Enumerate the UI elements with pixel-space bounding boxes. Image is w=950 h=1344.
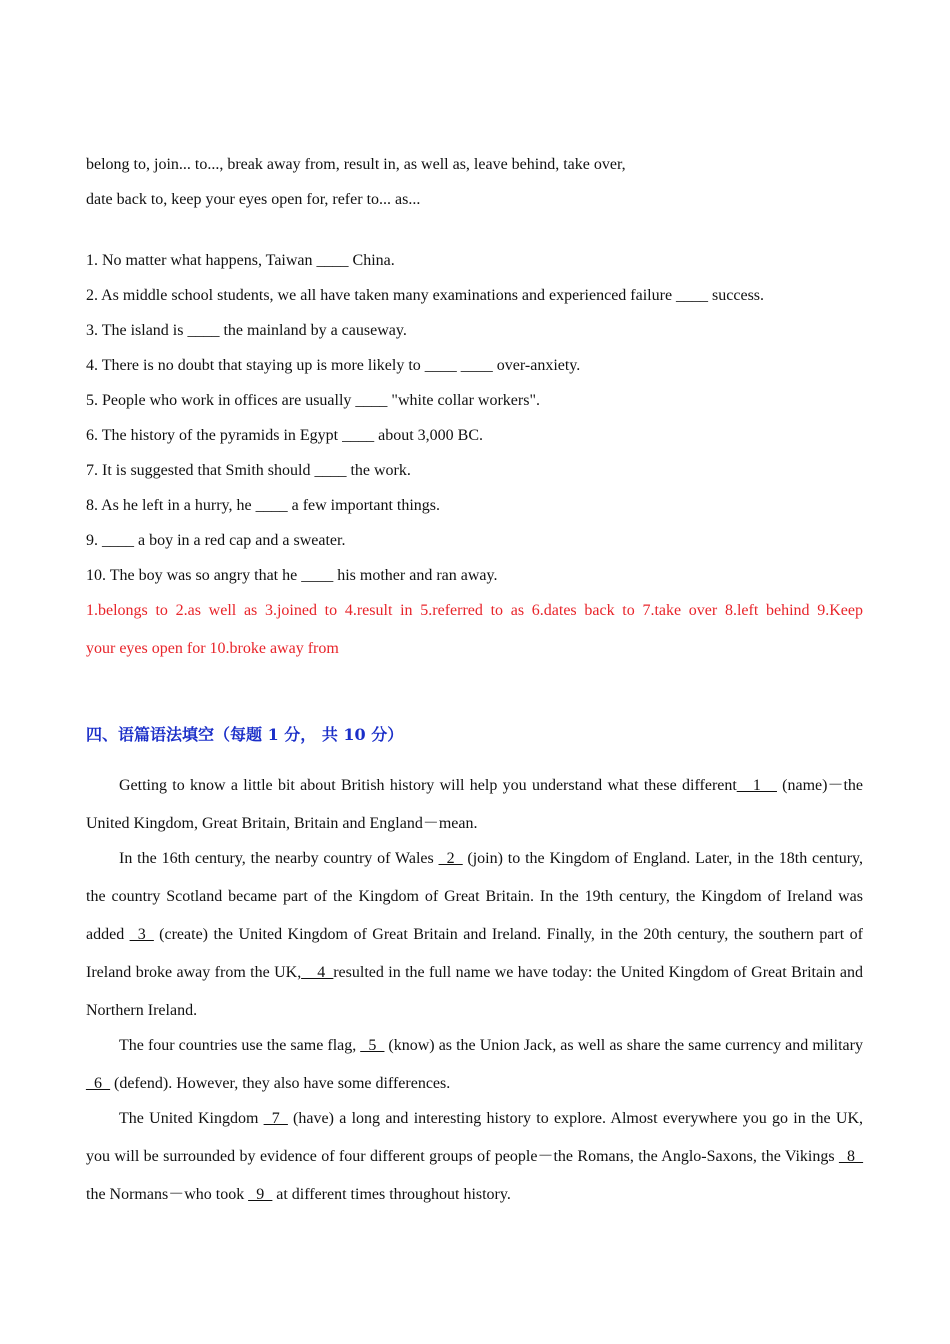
- paragraph-3-text-a: The four countries use the same flag,: [119, 1037, 361, 1054]
- blank-7: _7_: [263, 1110, 288, 1127]
- phrase-line-2: date back to, keep your eyes open for, refer to... as...: [86, 191, 421, 208]
- question-4: 4. There is no doubt that staying up is more likely to ____ ____ over-anxiety.: [86, 357, 581, 374]
- phrase-line-1: belong to, join... to..., break away from, result in, as well as, leave behind, take over,: [86, 156, 626, 173]
- question-6: 6. The history of the pyramids in Egypt ____ about 3,000 BC.: [86, 427, 484, 444]
- paragraph-2-text-d: (create) the United Kingdom of Great Britain and Ireland. Finally, in the 20th century, the southern part of Ireland broke away from the UK,: [86, 926, 863, 981]
- question-9: 9. ____ a boy in a red cap and a sweater.: [86, 532, 346, 549]
- paragraph-4: [86, 1100, 863, 1214]
- blank-9: _9_: [248, 1186, 273, 1203]
- question-1: 1. No matter what happens, Taiwan ____ China.: [86, 252, 395, 269]
- answer-key-line-1: 1.belongs to 2.as well as 3.joined to 4.result in 5.referred to as 6.dates back to 7.take over 8.left behind 9.Keep: [86, 602, 863, 619]
- paragraph-4-text-c: (have) a long and interesting history to explore. Almost everywhere you go in the UK, you will be surrounded by evidence of four different groups of people－the Romans, the Anglo-Saxons, the Vikings: [86, 1110, 863, 1165]
- paragraph-3-text-d: (defend). However, they also have some differences.: [110, 1075, 451, 1092]
- paragraph-1-text-c: (name)－the United Kingdom, Great Britain, Britain and England－mean.: [86, 777, 863, 832]
- paragraph-2-text-e: resulted in the full name we have today: the United Kingdom of Great Britain and Northern Ireland.: [86, 964, 864, 1019]
- paragraph-2-text-a: In the 16th century, the nearby country of Wales: [119, 850, 439, 867]
- paragraph-4-text-e: at different times throughout history.: [272, 1186, 511, 1203]
- question-5: 5. People who work in offices are usually ____ "white collar workers".: [86, 392, 540, 409]
- answer-key-line-2: your eyes open for 10.broke away from: [86, 640, 339, 657]
- paragraph-3-text-c: (know) as the Union Jack, as well as share the same currency and military: [384, 1037, 863, 1054]
- blank-6: _6_: [86, 1075, 110, 1092]
- blank-1: __1__: [736, 777, 777, 794]
- question-2: 2. As middle school students, we all have taken many examinations and experienced failure ____ success.: [86, 287, 765, 304]
- paragraph-2-text-c: (join) to the Kingdom of England. Later, in the 18th century, the country Scotland became part of the Kingdom of Great Britain. In the 19th century, the Kingdom of Ireland was added: [86, 850, 863, 943]
- section-heading: 四、语篇语法填空（每题 1 分， 共 10 分）: [86, 725, 404, 744]
- question-8: 8. As he left in a hurry, he ____ a few important things.: [86, 497, 440, 514]
- blank-3: _3_: [129, 926, 154, 943]
- paragraph-1-text-a: Getting to know a little bit about British history will help you understand what these different: [119, 777, 737, 794]
- paragraph-2: [86, 840, 863, 1030]
- question-3: 3. The island is ____ the mainland by a causeway.: [86, 322, 407, 339]
- blank-8: _8_: [839, 1148, 863, 1165]
- paragraph-4-text-d: the Normans－who took: [86, 1186, 249, 1203]
- blank-4: __4_: [301, 964, 334, 981]
- paragraph-1: [86, 767, 863, 843]
- paragraph-4-text-a: The United Kingdom: [119, 1110, 264, 1127]
- paragraph-3: [86, 1027, 863, 1103]
- question-10: 10. The boy was so angry that he ____ his mother and ran away.: [86, 567, 498, 584]
- question-7: 7. It is suggested that Smith should ____ the work.: [86, 462, 411, 479]
- blank-5: _5_: [360, 1037, 385, 1054]
- blank-2: _2_: [438, 850, 463, 867]
